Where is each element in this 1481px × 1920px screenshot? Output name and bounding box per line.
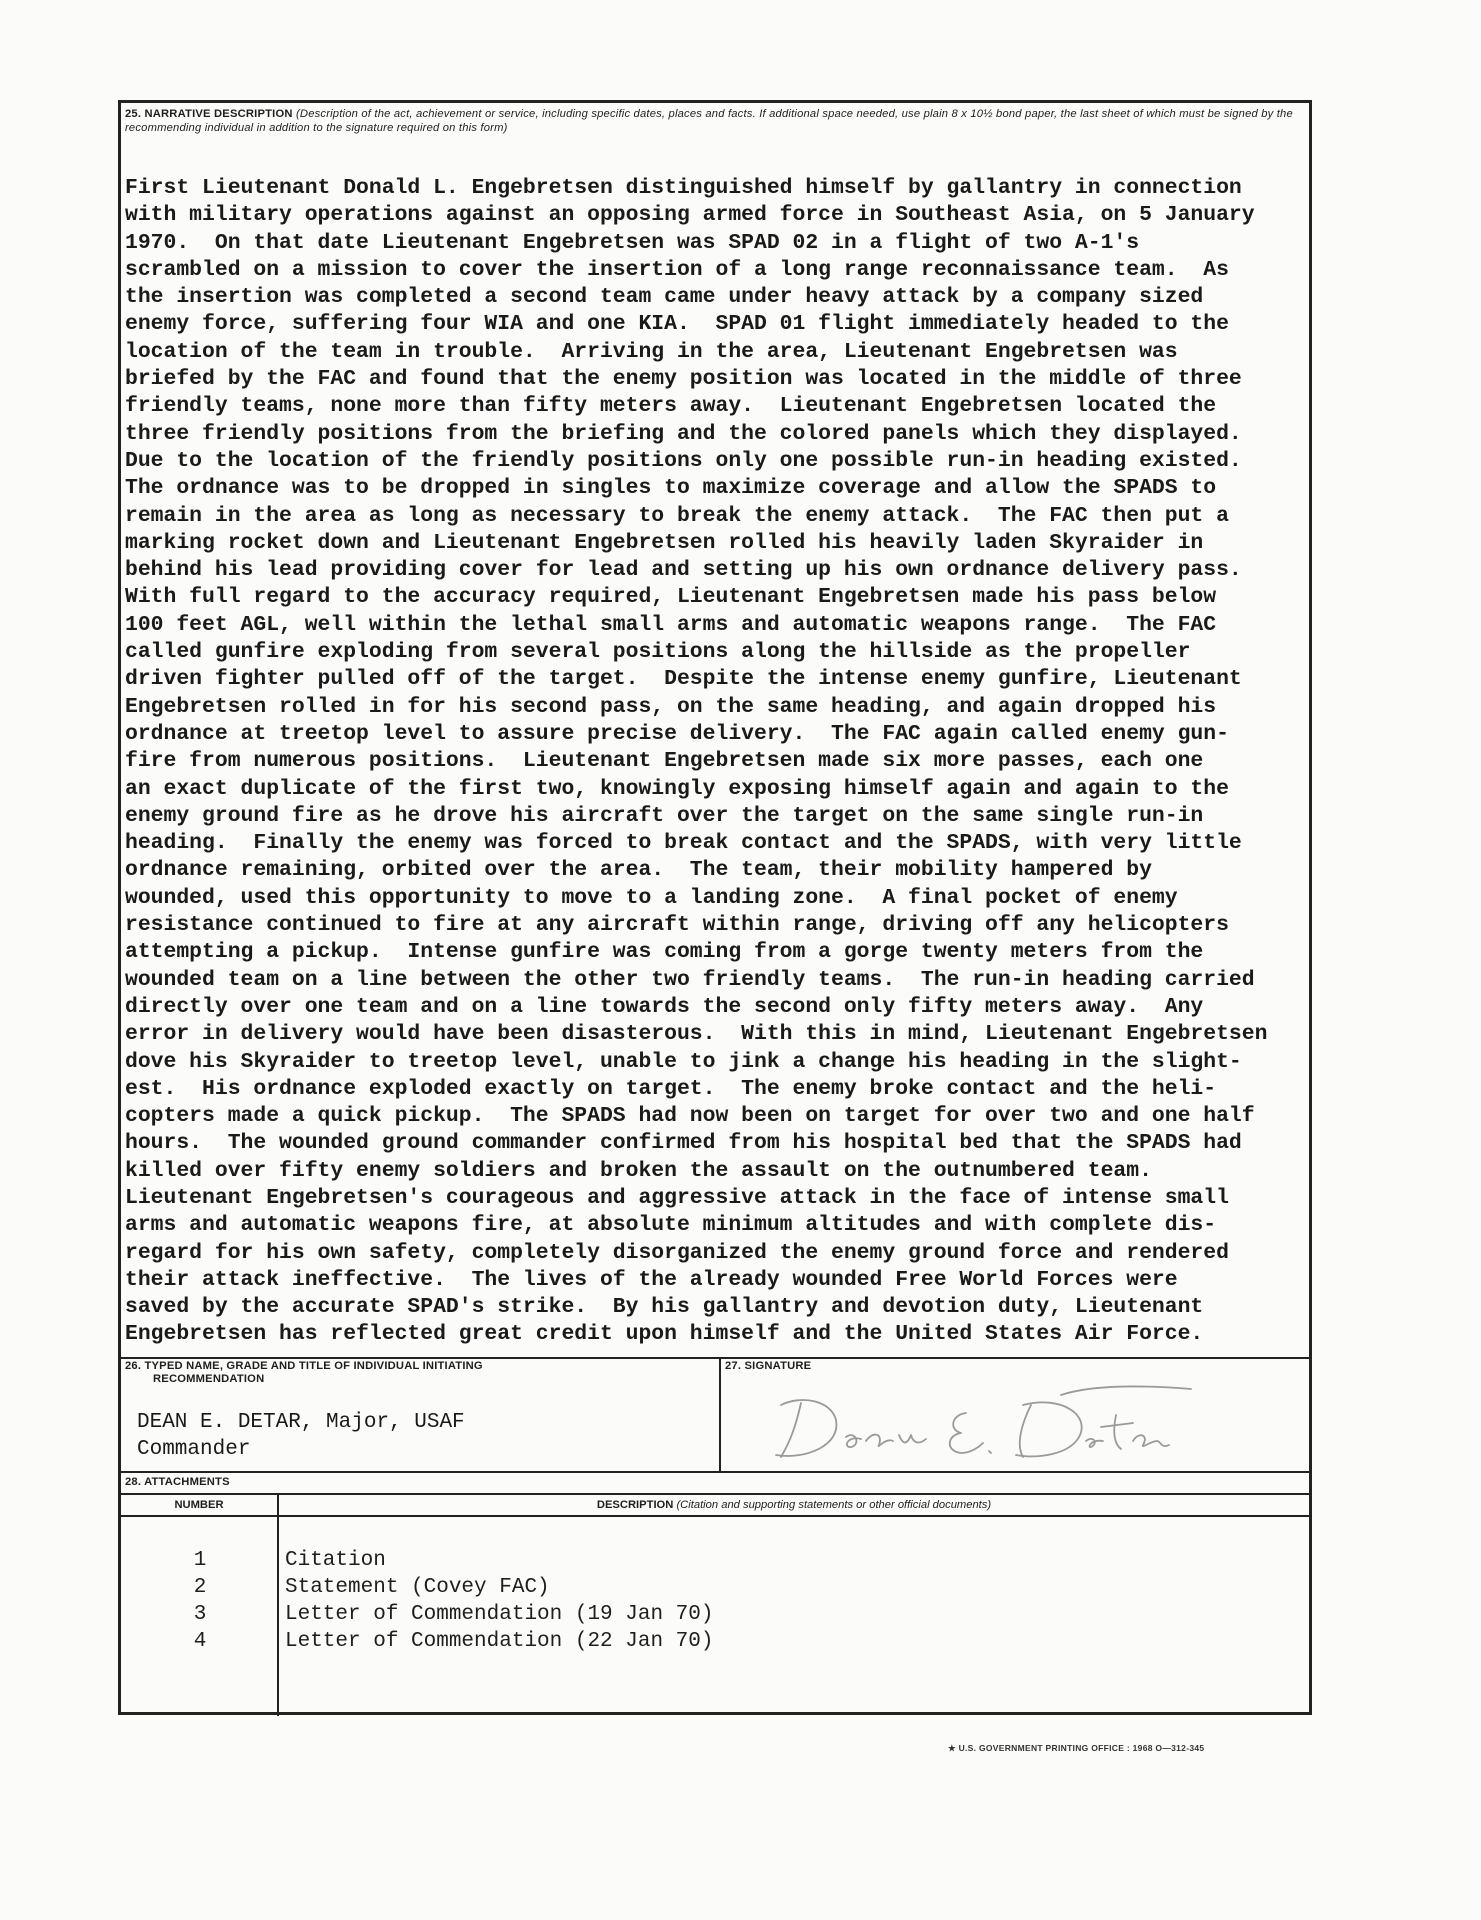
narrative-line: killed over fifty enemy soldiers and broken the assault on the outnumbered team. — [125, 1158, 1152, 1183]
narrative-line: saved by the accurate SPAD's strike. By his gallantry and devotion duty, Lieutenant — [125, 1295, 1204, 1320]
narrative-line: their attack ineffective. The lives of the already wounded Free World Forces were — [125, 1267, 1178, 1292]
section-number: 26. — [125, 1360, 142, 1372]
attachment-number: 3 — [193, 1603, 207, 1626]
narrative-line: enemy force, suffering four WIA and one KIA. SPAD 01 flight immediately headed to the — [125, 312, 1229, 337]
initiator-label-line2: RECOMMENDATION — [153, 1373, 265, 1385]
attachments-label-text: ATTACHMENTS — [144, 1476, 230, 1488]
attachment-number: 4 — [193, 1630, 207, 1653]
attachment-description: Letter of Commendation (19 Jan 70) — [285, 1603, 714, 1626]
attachments-label — [125, 1476, 230, 1488]
signature-label-text: SIGNATURE — [744, 1360, 812, 1372]
narrative-line: briefed by the FAC and found that the enemy position was located in the middle of three — [125, 367, 1242, 392]
initiator-label-line1: TYPED NAME, GRADE AND TITLE OF INDIVIDUAL INITIATING — [144, 1360, 483, 1372]
award-recommendation-form — [118, 100, 1312, 1715]
narrative-line: directly over one team and on a line towards the second only fifty meters away. Any — [125, 994, 1204, 1019]
narrative-line: called gunfire exploding from several positions along the hillside as the propeller — [125, 640, 1191, 665]
narrative-line: remain in the area as long as necessary to break the enemy attack. The FAC then put a — [125, 503, 1229, 528]
attachment-description: Statement (Covey FAC) — [285, 1576, 550, 1599]
initiator-name: DEAN E. DETAR, Major, USAF — [137, 1411, 465, 1434]
narrative-line: three friendly positions from the briefing and the colored panels which they displayed. — [125, 421, 1242, 446]
attachment-number: 2 — [193, 1576, 207, 1599]
narrative-line: behind his lead providing cover for lead and setting up his own ordnance delivery pass. — [125, 558, 1242, 583]
narrative-line: fire from numerous positions. Lieutenant Engebretsen made six more passes, each one — [125, 749, 1204, 774]
attachments-table — [121, 1493, 1309, 1714]
narrative-line: an exact duplicate of the first two, knowingly exposing himself again and again to the — [125, 776, 1229, 801]
narrative-line: wounded, used this opportunity to move to a landing zone. A final pocket of enemy — [125, 885, 1178, 910]
narrative-line: Engebretsen has reflected great credit upon himself and the United States Air Force. — [125, 1322, 1204, 1347]
narrative-text — [125, 175, 1313, 1349]
attachment-description: Citation — [285, 1549, 386, 1572]
description-column — [279, 1517, 1309, 1716]
narrative-line: Lieutenant Engebretsen's courageous and aggressive attack in the face of intense small — [125, 1185, 1229, 1210]
narrative-line: wounded team on a line between the other two friendly teams. The run-in heading carried — [125, 967, 1255, 992]
section-label: NARRATIVE DESCRIPTION — [144, 108, 293, 120]
narrative-line: error in delivery would have been disasterous. With this in mind, Lieutenant Engebretsen — [125, 1022, 1268, 1047]
narrative-line: 100 feet AGL, well within the lethal small arms and automatic weapons range. The FAC — [125, 612, 1217, 637]
column-header-number: NUMBER — [121, 1495, 279, 1517]
signature-section — [721, 1357, 1309, 1473]
narrative-line: The ordnance was to be dropped in singles to maximize coverage and allow the SPADS to — [125, 476, 1217, 501]
attachment-number: 1 — [193, 1549, 207, 1572]
narrative-line: copters made a quick pickup. The SPADS had now been on target for over two and one half — [125, 1104, 1255, 1129]
number-column — [121, 1517, 279, 1716]
printing-office-imprint: ★ U.S. GOVERNMENT PRINTING OFFICE : 1968 O—312-345 — [948, 1743, 1205, 1753]
section-instructions: (Description of the act, achievement or service, including specific dates, places and facts. If additional space needed, use plain 8 x 10½ bond paper, the last sheet of which must be signed by the recommending individual in addition to the signature required on this form) — [125, 108, 1293, 134]
initiator-typed-name — [137, 1409, 465, 1463]
narrative-line: est. His ordnance exploded exactly on target. The enemy broke contact and the heli- — [125, 1076, 1217, 1101]
section-number: 25. — [125, 108, 142, 120]
signature-label — [725, 1360, 811, 1373]
narrative-line: attempting a pickup. Intense gunfire was coming from a gorge twenty meters from the — [125, 940, 1204, 965]
column-header-description — [279, 1495, 1309, 1517]
initiator-label — [125, 1360, 483, 1386]
narrative-line: resistance continued to fire at any aircraft within range, driving off any helicopters — [125, 913, 1229, 938]
narrative-line: Engebretsen rolled in for his second pass, on the same heading, and again dropped his — [125, 694, 1217, 719]
handwritten-signature — [761, 1375, 1201, 1470]
narrative-line: First Lieutenant Donald L. Engebretsen distinguished himself by gallantry in connection — [125, 176, 1242, 200]
initiator-section — [121, 1357, 721, 1473]
narrative-line: location of the team in trouble. Arriving in the area, Lieutenant Engebretsen was — [125, 339, 1178, 364]
section-number: 27. — [725, 1360, 742, 1372]
attachments-section — [121, 1473, 1309, 1713]
initiator-title: Commander — [137, 1438, 251, 1461]
description-header-label: DESCRIPTION — [596, 1499, 674, 1511]
narrative-section — [121, 103, 1309, 1359]
narrative-line: with military operations against an opposing armed force in Southeast Asia, on 5 January — [125, 203, 1255, 228]
narrative-line: Due to the location of the friendly positions only one possible run-in heading existed. — [125, 448, 1242, 473]
narrative-line: enemy ground fire as he drove his aircraft over the target on the same single run-in — [125, 803, 1204, 828]
narrative-line: With full regard to the accuracy required, Lieutenant Engebretsen made his pass below — [125, 585, 1217, 610]
narrative-line: heading. Finally the enemy was forced to break contact and the SPADS, with very little — [125, 831, 1242, 856]
narrative-line: ordnance remaining, orbited over the area. The team, their mobility hampered by — [125, 858, 1152, 883]
narrative-line: marking rocket down and Lieutenant Engebretsen rolled his heavily laden Skyraider in — [125, 530, 1204, 555]
description-header-note: (Citation and supporting statements or other official documents) — [676, 1499, 992, 1511]
narrative-line: driven fighter pulled off of the target. Despite the intense enemy gunfire, Lieutenant — [125, 667, 1242, 692]
narrative-line: hours. The wounded ground commander confirmed from his hospital bed that the SPADS had — [125, 1131, 1242, 1156]
attachment-description: Letter of Commendation (22 Jan 70) — [285, 1630, 714, 1653]
section-number: 28. — [125, 1476, 142, 1488]
narrative-line: scrambled on a mission to cover the insertion of a long range reconnaissance team. As — [125, 257, 1229, 282]
narrative-line: regard for his own safety, completely disorganized the enemy ground force and rendered — [125, 1240, 1229, 1265]
narrative-line: 1970. On that date Lieutenant Engebretsen was SPAD 02 in a flight of two A-1's — [125, 230, 1140, 255]
narrative-line: friendly teams, none more than fifty meters away. Lieutenant Engebretsen located the — [125, 394, 1217, 419]
narrative-line: ordnance at treetop level to assure precise delivery. The FAC again called enemy gun- — [125, 721, 1229, 746]
narrative-line: the insertion was completed a second team came under heavy attack by a company sized — [125, 285, 1204, 310]
narrative-line: arms and automatic weapons fire, at absolute minimum altitudes and with complete dis- — [125, 1213, 1217, 1238]
narrative-line: dove his Skyraider to treetop level, unable to jink a change his heading in the slight- — [125, 1049, 1242, 1074]
narrative-header — [125, 107, 1305, 135]
